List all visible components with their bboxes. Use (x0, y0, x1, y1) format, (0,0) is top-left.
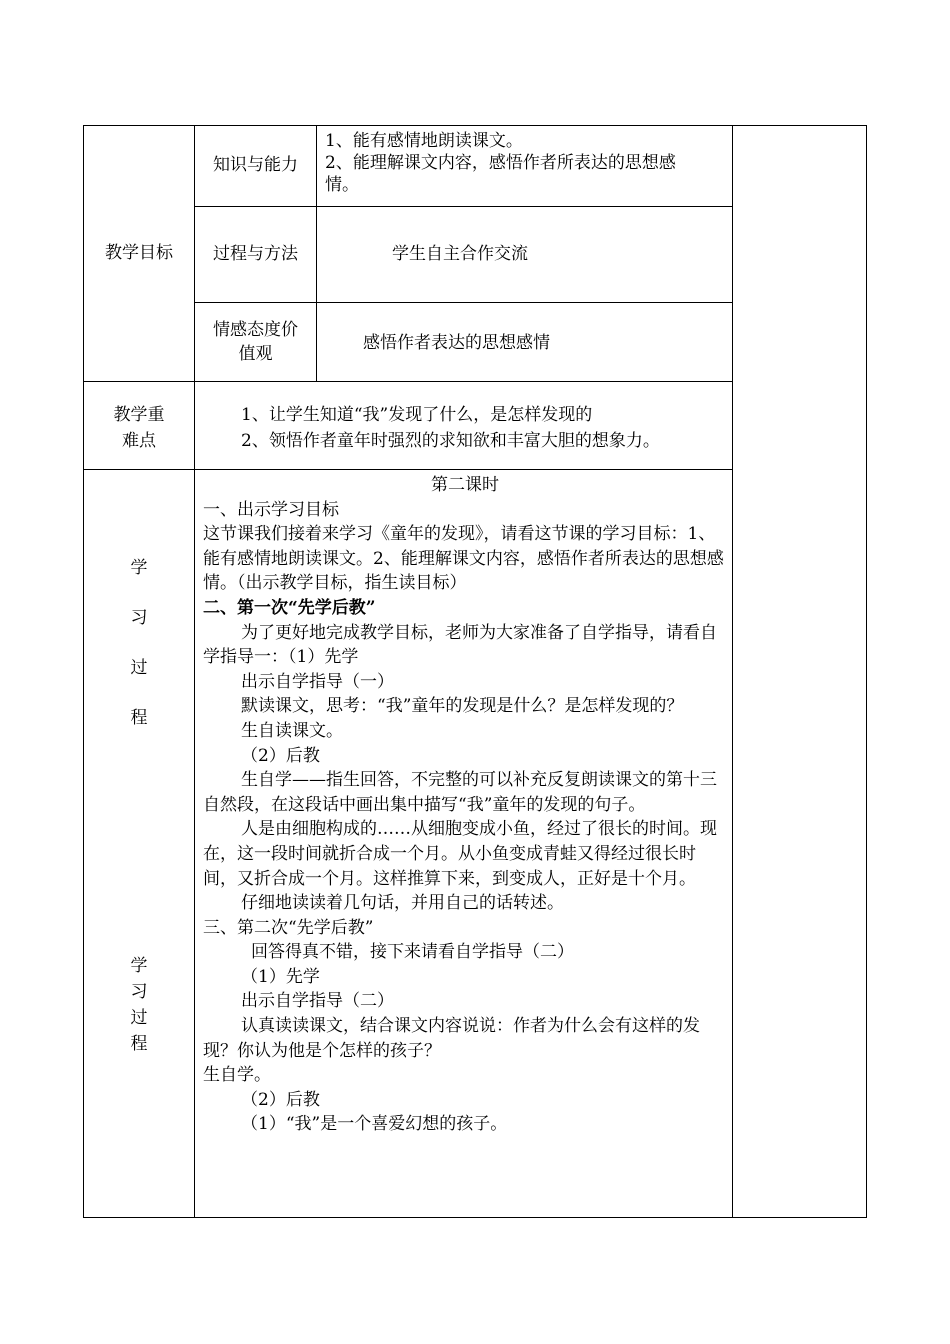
key-points-label-line: 教学重 (113, 405, 165, 425)
objective-line: 2、能理解课文内容，感悟作者所表达的思想感 (325, 153, 676, 173)
process-line: 出示自学指导（二） (241, 991, 394, 1012)
process-line: 三、第二次“先学后教” (203, 917, 374, 938)
objective-content-attitude: 感悟作者表达的思想感情 (363, 333, 550, 353)
key-point-line: 2、领悟作者童年时强烈的求知欲和丰富大胆的想象力。 (241, 431, 660, 451)
objective-name-attitude (195, 318, 316, 366)
process-line: 这节课我们接着来学习《童年的发现》，请看这节课的学习目标：1、能有感情地朗读课文。2、能理解课文内容，感悟作者所表达的思想感情。（出示教学目标，指生读目标） (203, 524, 724, 594)
process-content (203, 473, 727, 1137)
objectives-label: 教学目标 (105, 243, 173, 263)
process-label-char: 过 (130, 1008, 148, 1028)
process-line: 二、第一次“先学后教” (203, 597, 376, 618)
process-label-char: 学 (130, 956, 148, 976)
process-line: 仔细地读读着几句话，并用自己的话转述。 (241, 893, 564, 914)
process-label-char: 过 (130, 658, 148, 678)
objective-content-process: 学生自主合作交流 (392, 244, 528, 264)
process-line: 默读课文，思考：“我”童年的发现是什么？是怎样发现的？ (241, 696, 684, 717)
process-line: 为了更好地完成教学目标，老师为大家准备了自学指导，请看自学指导一：（1）先学 (203, 622, 717, 668)
objective-content-knowledge (325, 130, 730, 196)
process-label-char: 习 (130, 982, 148, 1002)
objective-name-line: 情感态度价 (213, 320, 298, 340)
key-points-label-line: 难点 (122, 431, 156, 451)
process-line: 认真读读课文，结合课文内容说说：作者为什么会有这样的发现？你认为他是个怎样的孩子？ (203, 1016, 700, 1061)
process-line: 生自学——指生回答，不完整的可以补充反复朗读课文的第十三自然段，在这段话中画出集中描写“我”童年的发现的句子。 (203, 770, 717, 815)
process-line: （1）“我”是一个喜爱幻想的孩子。 (241, 1114, 508, 1135)
key-points-label (84, 402, 194, 454)
objective-name-line: 值观 (238, 344, 273, 364)
objective-name-knowledge: 知识与能力 (213, 155, 298, 175)
key-points-content (241, 402, 731, 454)
process-label-char: 程 (130, 1034, 148, 1054)
process-line: （1）先学 (241, 966, 320, 987)
process-line: 人是由细胞构成的……从细胞变成小鱼，经过了很长的时间。现在，这一段时间就折合成一个月。从小鱼变成青蛙又得经过很长时间，又折合成一个月。这样推算下来，到变成人，正好是十个月。 (203, 819, 717, 889)
objective-line: 1、能有感情地朗读课文。 (325, 131, 523, 151)
process-title: 第二课时 (431, 475, 499, 495)
process-line: 一、出示学习目标 (203, 499, 339, 520)
process-line: （2）后教 (241, 1089, 320, 1110)
process-line: 生自学。 (203, 1065, 271, 1086)
process-label-char: 习 (130, 608, 148, 628)
key-point-line: 1、让学生知道“我”发现了什么，是怎样发现的 (241, 405, 593, 425)
process-line: 出示自学指导（一） (241, 671, 394, 692)
process-label-char: 学 (130, 558, 148, 578)
objective-name-process: 过程与方法 (213, 244, 298, 264)
process-line: 生自读课文。 (241, 720, 343, 741)
process-label-char: 程 (130, 708, 148, 728)
objective-line: 情。 (325, 175, 359, 195)
process-line: 回答得真不错，接下来请看自学指导（二） (251, 942, 574, 963)
process-line: （2）后教 (241, 745, 320, 766)
